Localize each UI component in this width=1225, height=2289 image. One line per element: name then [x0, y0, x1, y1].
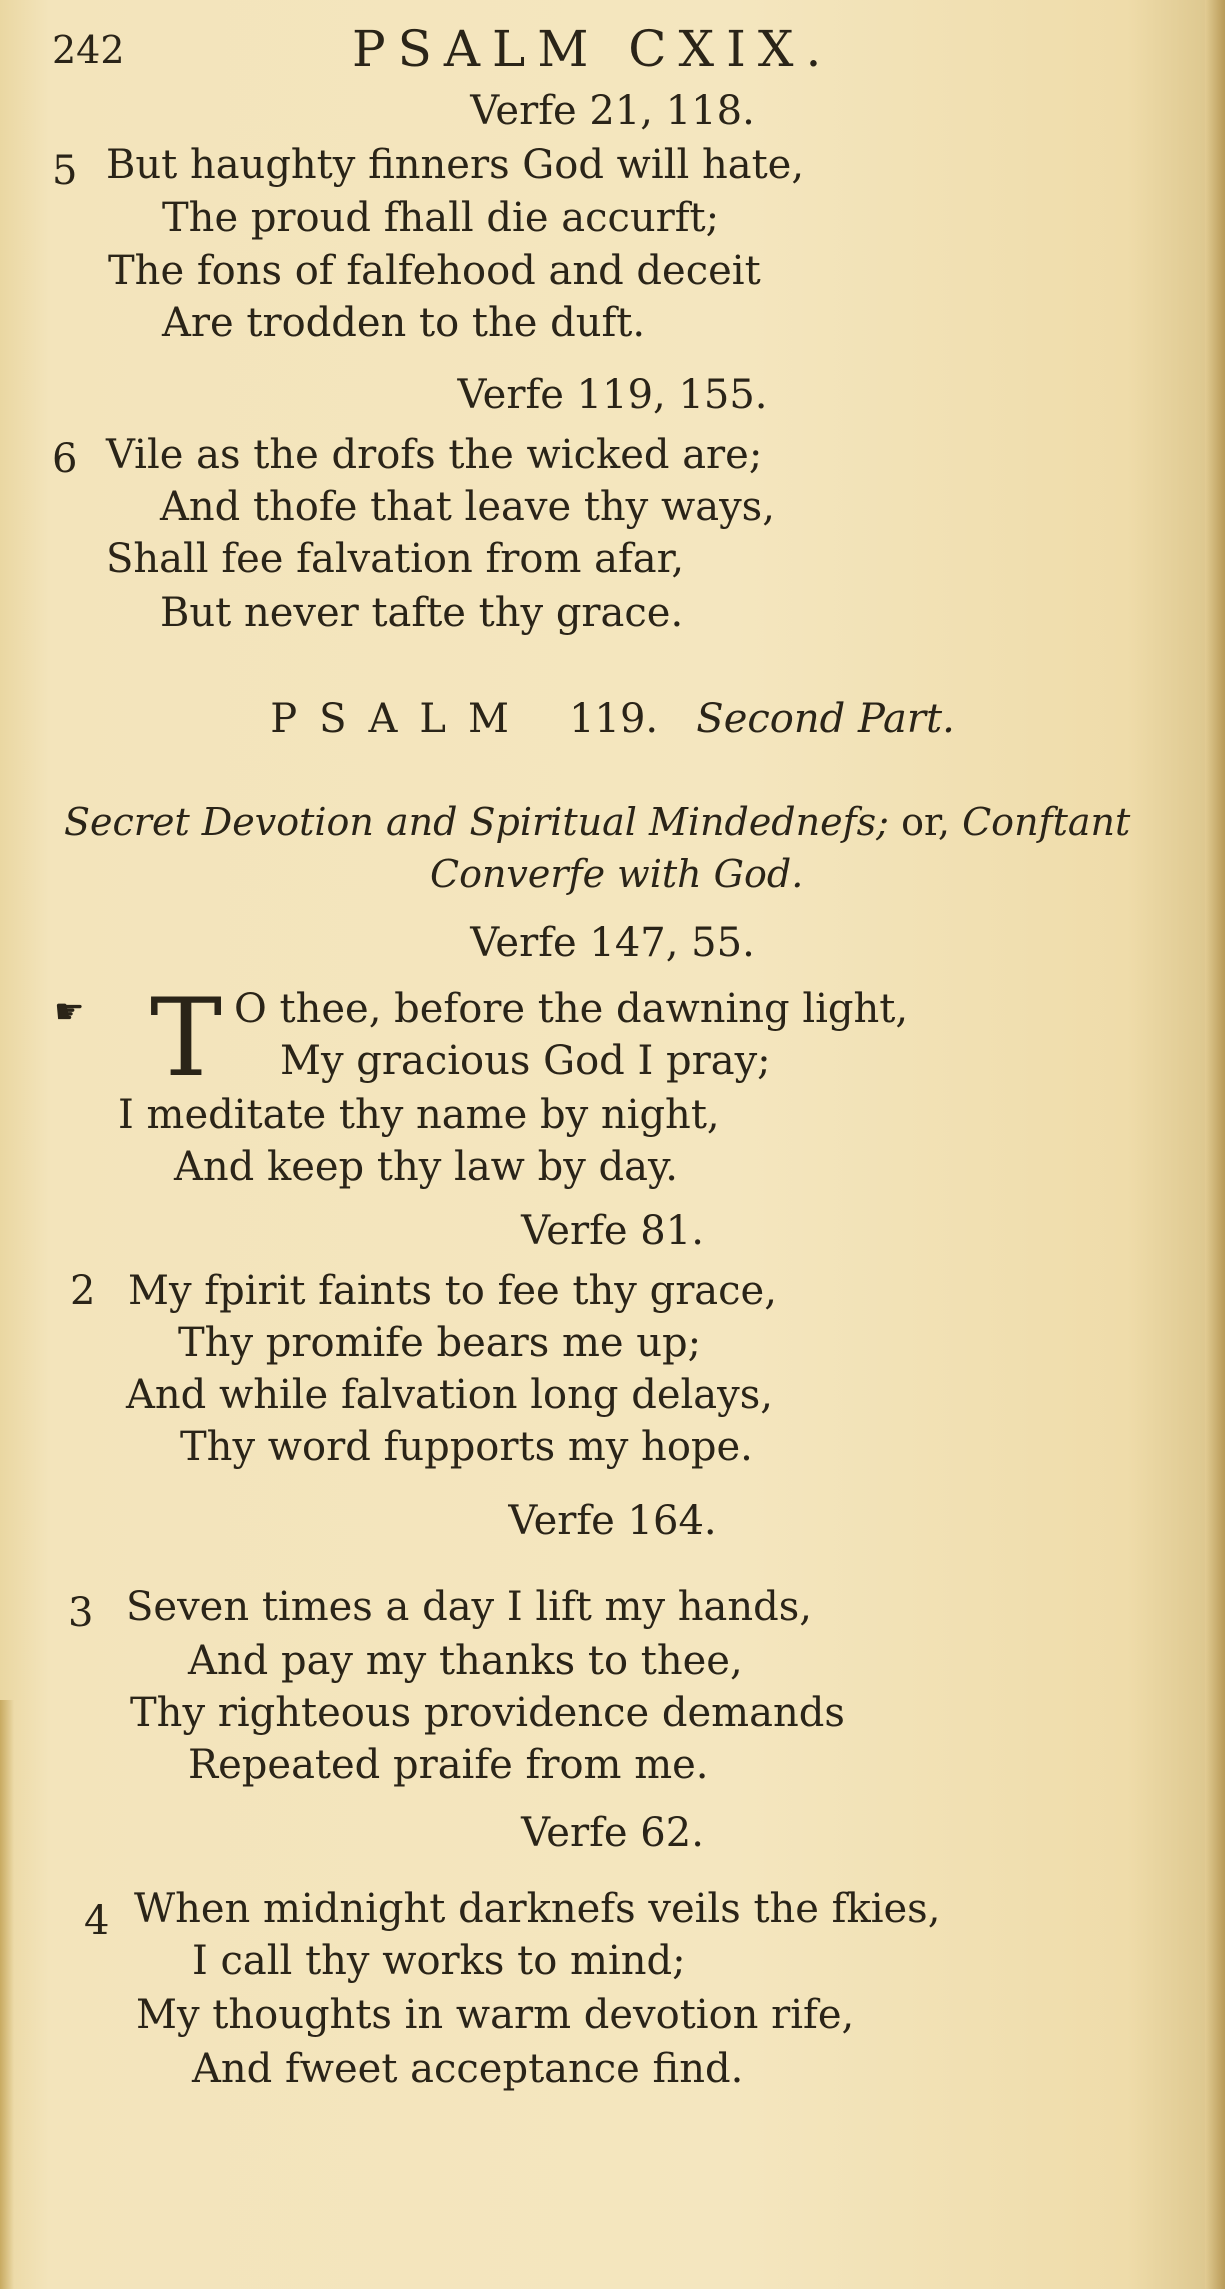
subtitle-line-1 — [64, 800, 1130, 844]
verse-line: Thy righteous providence demands — [130, 1690, 845, 1736]
subtitle-or: or, — [901, 800, 951, 844]
verse-line: When midnight darknefs veils the fkies, — [134, 1886, 941, 1932]
verse-line: And fweet acceptance find. — [192, 2046, 744, 2092]
verse-line: My thoughts in warm devotion rife, — [136, 1992, 855, 2038]
verse-line: I call thy works to mind; — [192, 1938, 686, 1984]
verse-line: And keep thy law by day. — [174, 1144, 678, 1190]
stanza-number: 2 — [70, 1268, 96, 1314]
drop-cap: T — [150, 976, 223, 1101]
verse-line: But haughty finners God will hate, — [106, 142, 805, 188]
verse-line: Are trodden to the duft. — [162, 300, 646, 346]
verse-line: And thofe that leave thy ways, — [160, 484, 775, 530]
verse-reference: Verfe 81. — [521, 1208, 704, 1254]
stanza-number: 6 — [52, 436, 78, 482]
verse-line: I meditate thy name by night, — [118, 1092, 720, 1138]
verse-line: My gracious God I pray; — [280, 1038, 771, 1084]
subtitle-end: Conftant — [962, 800, 1131, 844]
verse-line: And while falvation long delays, — [126, 1372, 773, 1418]
verse-line: Thy promife bears me up; — [178, 1320, 702, 1366]
verse-line: My fpirit faints to fee thy grace, — [128, 1268, 777, 1314]
verse-line: O thee, before the dawning light, — [234, 986, 909, 1032]
verse-reference: Verfe 21, 118. — [470, 88, 755, 134]
stanza-number: 3 — [68, 1590, 94, 1636]
stanza-number: 4 — [84, 1898, 110, 1944]
verse-reference: Verfe 164. — [508, 1498, 717, 1544]
verse-line: The fons of falfehood and deceit — [108, 248, 761, 294]
running-title: PSALM CXIX. — [352, 20, 834, 78]
verse-line: Seven times a day I lift my hands, — [126, 1584, 813, 1630]
part-heading-part: Second Part. — [696, 696, 955, 742]
verse-reference: Verfe 119, 155. — [457, 372, 768, 418]
verse-line: Repeated praife from me. — [188, 1742, 709, 1788]
page-edge-right — [1205, 0, 1225, 2289]
part-heading-number: 119. — [569, 696, 659, 742]
part-heading-psalm: PSALM — [270, 696, 531, 742]
verse-line: The proud fhall die accurft; — [162, 195, 720, 241]
part-heading — [0, 696, 1225, 742]
pointing-hand-icon: ☛ — [54, 992, 85, 1032]
verse-line: Thy word fupports my hope. — [180, 1424, 753, 1470]
verse-line: Vile as the drofs the wicked are; — [106, 432, 763, 478]
verse-line: But never tafte thy grace. — [160, 590, 684, 636]
verse-reference: Verfe 62. — [521, 1810, 704, 1856]
page-number: 242 — [52, 28, 125, 72]
verse-line: Shall fee falvation from afar, — [106, 536, 685, 582]
subtitle-italic: Secret Devotion and Spiritual Mindednefs; — [64, 800, 889, 844]
verse-reference: Verfe 147, 55. — [470, 920, 755, 966]
verse-line: And pay my thanks to thee, — [188, 1638, 743, 1684]
subtitle-line-2: Converfe with God. — [430, 852, 804, 896]
page-edge-left — [0, 1700, 14, 2289]
stanza-number: 5 — [52, 148, 78, 194]
